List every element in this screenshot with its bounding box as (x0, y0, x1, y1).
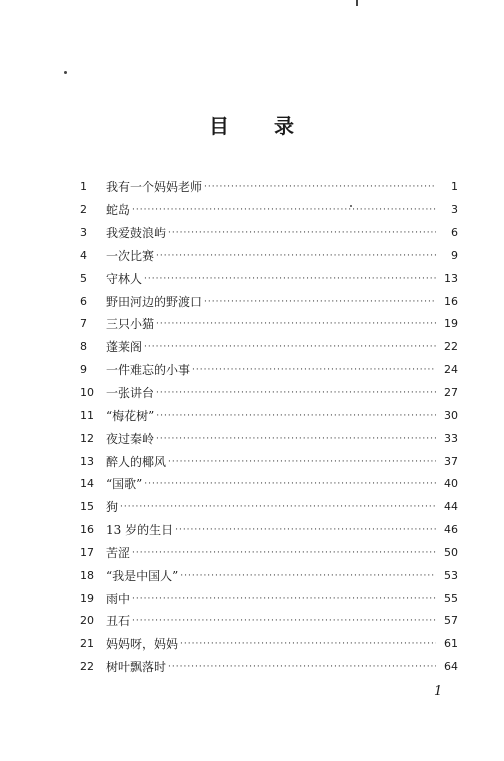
toc-entry (76, 473, 458, 496)
toc-entry (76, 542, 458, 565)
toc-entry-title: 夜过秦岭 (106, 431, 155, 446)
dot-leader (132, 203, 436, 217)
toc-entry-number: 12 (80, 431, 94, 445)
toc-entry-page: 16 (444, 294, 458, 308)
dot-leader (144, 340, 436, 354)
toc-entry (76, 336, 458, 359)
toc-entry-title: 我有一个妈妈老师 (106, 180, 203, 195)
toc-entry-number: 17 (80, 545, 94, 559)
toc-entry-page: 55 (444, 591, 458, 605)
scan-speck (356, 0, 358, 6)
toc-entry (76, 245, 458, 268)
toc-entry-page: 30 (444, 408, 458, 422)
page-number: 1 (434, 684, 443, 699)
toc-entry-page: 19 (444, 317, 458, 331)
dot-leader (204, 180, 436, 194)
toc-entry-number: 11 (80, 408, 94, 422)
toc-entry-page: 37 (444, 454, 458, 468)
dot-leader (120, 500, 436, 514)
toc-entry-number: 15 (80, 500, 94, 514)
toc-entry-title: 13 岁的生日 (106, 523, 174, 538)
toc-entry-number: 7 (80, 317, 87, 331)
toc-entry-page: 53 (444, 568, 458, 582)
toc-entry (76, 199, 458, 222)
toc-entry-title: 三只小猫 (106, 317, 155, 332)
toc-entry-page: 64 (444, 660, 458, 674)
toc-entry (76, 450, 458, 473)
toc-entry-title: 蛇岛 (106, 203, 131, 218)
scan-speck (350, 205, 352, 207)
toc-entry (76, 359, 458, 382)
toc-entry-number: 13 (80, 454, 94, 468)
toc-entry-number: 14 (80, 477, 94, 491)
toc-entry (76, 290, 458, 313)
toc-entry-number: 22 (80, 660, 94, 674)
toc-entry-page: 50 (444, 545, 458, 559)
toc-entry-number: 10 (80, 386, 94, 400)
dot-leader (204, 295, 436, 309)
toc-entry (76, 427, 458, 450)
toc-entry (76, 519, 458, 542)
toc-entry-page: 57 (444, 614, 458, 628)
toc-entry-title: “国歌” (106, 477, 143, 492)
toc-entry-page: 13 (444, 271, 458, 285)
dot-leader (144, 477, 436, 491)
toc-entry (76, 267, 458, 290)
toc-entry-number: 5 (80, 271, 87, 285)
dot-leader (180, 637, 436, 651)
toc-entry-number: 8 (80, 340, 87, 354)
toc-entry-number: 6 (80, 294, 87, 308)
toc-entry-title: 醉人的椰风 (106, 454, 167, 469)
dot-leader (168, 660, 436, 674)
toc-entry-page: 1 (451, 180, 458, 194)
toc-entry-title: “我是中国人” (106, 568, 179, 583)
toc-entry-title: 野田河边的野渡口 (106, 294, 203, 309)
toc-entry-title: “梅花树” (106, 408, 155, 423)
dot-leader (132, 546, 436, 560)
toc-entry-page: 22 (444, 340, 458, 354)
toc-entry-page: 44 (444, 500, 458, 514)
toc-entry-number: 1 (80, 180, 87, 194)
toc-entry-title: 蓬莱阁 (106, 340, 143, 355)
dot-leader (175, 523, 436, 537)
toc-entry (76, 610, 458, 633)
title-char-left: 目 (209, 114, 230, 138)
scan-speck (64, 71, 67, 74)
dot-leader (132, 592, 436, 606)
dot-leader (144, 272, 436, 286)
toc-entry-page: 61 (444, 637, 458, 651)
toc-entry-page: 3 (451, 203, 458, 217)
toc-entry (76, 587, 458, 610)
toc-entry (76, 564, 458, 587)
toc-entry-title: 一件难忘的小事 (106, 363, 191, 378)
toc-entry (76, 633, 458, 656)
toc-entry (76, 382, 458, 405)
toc-entry-title: 妈妈呀，妈妈 (106, 637, 179, 652)
toc-entry-number: 2 (80, 203, 87, 217)
toc-entry (76, 313, 458, 336)
toc-entry-page: 46 (444, 523, 458, 537)
dot-leader (180, 569, 436, 583)
toc-entry-number: 21 (80, 637, 94, 651)
toc-entry-number: 4 (80, 248, 87, 262)
toc-entry-title: 树叶飘落时 (106, 660, 167, 675)
toc-entry-number: 19 (80, 591, 94, 605)
toc-entry-title: 狗 (106, 500, 119, 515)
toc-entry-page: 6 (451, 226, 458, 240)
toc-entry (76, 496, 458, 519)
page-title (0, 110, 504, 139)
toc-entry-number: 18 (80, 568, 94, 582)
toc-entry-page: 40 (444, 477, 458, 491)
toc-entry-page: 27 (444, 386, 458, 400)
toc-entry-title: 一次比赛 (106, 248, 155, 263)
toc-entry-title: 一张讲台 (106, 386, 155, 401)
toc-entry-page: 9 (451, 248, 458, 262)
dot-leader (192, 363, 436, 377)
toc-entry (76, 656, 458, 679)
toc-entry-number: 16 (80, 523, 94, 537)
toc-entry-number: 20 (80, 614, 94, 628)
toc-entry-title: 丑石 (106, 614, 131, 629)
toc-entry-title: 苦涩 (106, 545, 131, 560)
title-char-right: 录 (274, 114, 295, 138)
dot-leader (156, 386, 436, 400)
toc-entry (76, 176, 458, 199)
toc-entry-page: 24 (444, 363, 458, 377)
dot-leader (156, 317, 436, 331)
toc-entry (76, 222, 458, 245)
toc-entry-title: 我爱鼓浪屿 (106, 226, 167, 241)
toc-entry-title: 雨中 (106, 591, 131, 606)
toc-entry-page: 33 (444, 431, 458, 445)
table-of-contents (76, 176, 458, 679)
dot-leader (156, 432, 436, 446)
dot-leader (156, 409, 436, 423)
dot-leader (168, 226, 436, 240)
toc-entry-number: 9 (80, 363, 87, 377)
toc-entry-title: 守林人 (106, 271, 143, 286)
dot-leader (168, 455, 436, 469)
dot-leader (156, 249, 436, 263)
toc-entry-number: 3 (80, 226, 87, 240)
dot-leader (132, 614, 436, 628)
toc-entry (76, 404, 458, 427)
